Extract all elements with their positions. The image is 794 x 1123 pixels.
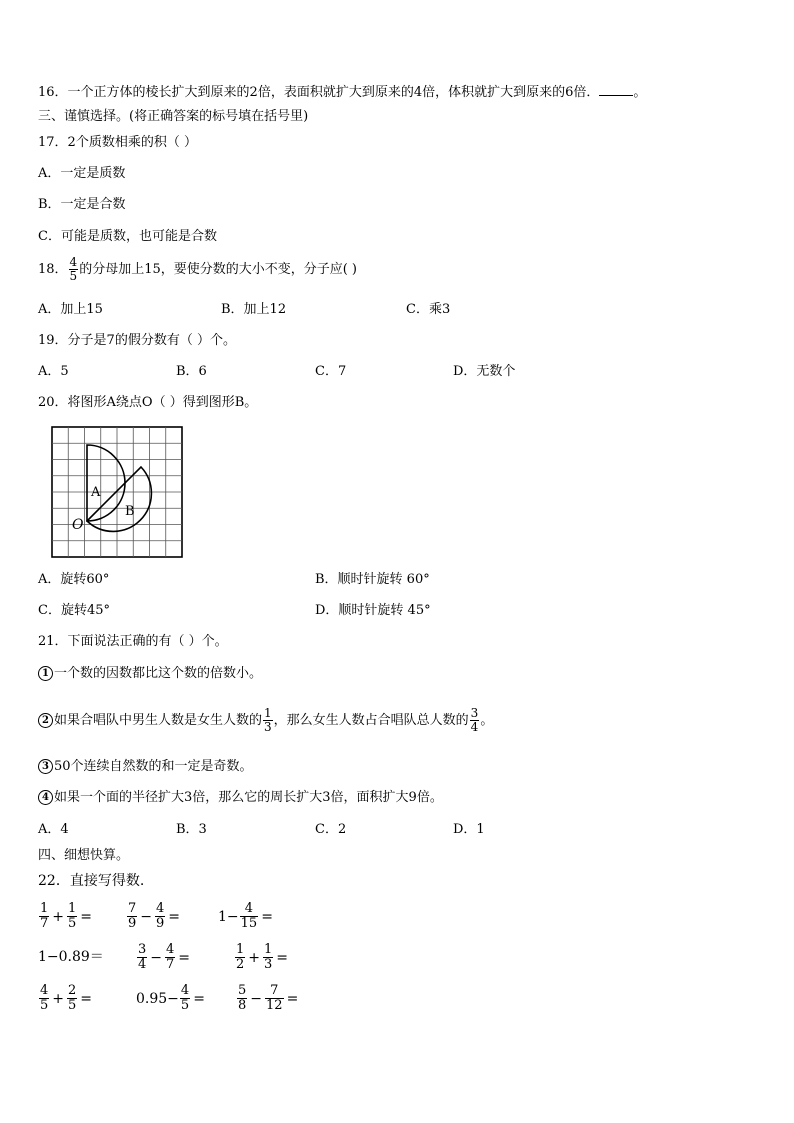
q20-option-a[interactable]: A．旋转60° xyxy=(38,572,110,587)
question-19-stem: 19．分子是7的假分数有（ ）个。 xyxy=(38,333,236,348)
numerator: 2 xyxy=(68,983,77,998)
statement-1 xyxy=(38,665,262,683)
operator: − xyxy=(140,908,153,925)
numerator: 7 xyxy=(128,901,137,916)
numerator: 1 xyxy=(40,901,49,916)
denominator: 5 xyxy=(40,998,49,1013)
fraction xyxy=(39,902,49,931)
numerator: 4 xyxy=(69,255,78,269)
equals: = xyxy=(80,908,93,925)
statement-3-text: 50个连续自然数的和一定是奇数。 xyxy=(54,759,253,774)
q20-option-c[interactable]: C．旋转45° xyxy=(38,603,110,618)
circled-number-2: 2 xyxy=(38,713,53,728)
calc-item xyxy=(136,943,192,972)
statement-2-text-b: ，那么女生人数占合唱队总人数的 xyxy=(273,712,469,728)
operator: − xyxy=(250,990,263,1007)
calc-item xyxy=(234,943,290,972)
circled-number-4: 4 xyxy=(38,790,53,805)
label-a: A xyxy=(91,485,101,500)
circled-number-3: 3 xyxy=(38,759,53,774)
denominator: 8 xyxy=(238,998,247,1013)
question-16-text: 16．一个正方体的棱长扩大到原来的2倍，表面积就扩大到原来的4倍，体积就扩大到原来的6倍． xyxy=(38,85,600,100)
statement-2 xyxy=(38,707,493,734)
operator: + xyxy=(52,990,65,1007)
fraction xyxy=(39,984,49,1013)
calc-text: 1−0.89＝ xyxy=(38,949,104,965)
operator: − xyxy=(150,949,163,966)
fraction xyxy=(67,902,77,931)
q18-number: 18． xyxy=(38,261,68,277)
lead-term: 1− xyxy=(218,908,239,925)
denominator: 5 xyxy=(69,269,78,283)
fraction xyxy=(137,943,147,972)
q19-option-a[interactable]: A．5 xyxy=(38,364,69,379)
q17-option-b[interactable]: B．一定是合数 xyxy=(38,197,126,212)
fraction xyxy=(67,984,77,1013)
calc-item xyxy=(38,946,104,966)
numerator: 4 xyxy=(166,942,175,957)
statement-1-text: 一个数的因数都比这个数的倍数小。 xyxy=(54,666,263,681)
q17-option-a[interactable]: A．一定是质数 xyxy=(38,166,126,181)
question-16 xyxy=(38,83,646,102)
calc-item xyxy=(218,902,275,931)
label-o: O xyxy=(72,517,84,533)
lead-term: 0.95− xyxy=(136,990,179,1007)
denominator: 4 xyxy=(470,720,479,734)
answer-blank[interactable] xyxy=(599,83,633,96)
numerator: 1 xyxy=(264,706,272,720)
q19-option-c[interactable]: C．7 xyxy=(315,364,347,379)
rotation-grid-figure xyxy=(50,425,184,559)
section-3-heading: 三、谨慎选择。(将正确答案的标号填在括号里) xyxy=(38,109,309,124)
fraction xyxy=(470,707,480,734)
q17-option-c[interactable]: C．可能是质数，也可能是合数 xyxy=(38,229,217,244)
fraction xyxy=(263,943,273,972)
fraction xyxy=(235,943,245,972)
statement-4-text: 如果一个面的半径扩大3倍，那么它的周长扩大3倍，面积扩大9倍。 xyxy=(54,790,443,805)
q20-option-d[interactable]: D．顺时针旋转 45° xyxy=(315,603,431,618)
q21-option-b[interactable]: B．3 xyxy=(176,822,207,837)
denominator: 3 xyxy=(264,720,272,734)
calc-item xyxy=(236,984,300,1013)
numerator: 1 xyxy=(264,942,273,957)
numerator: 4 xyxy=(40,983,49,998)
equals: = xyxy=(80,990,93,1007)
statement-4 xyxy=(38,789,443,807)
equals: = xyxy=(193,990,205,1007)
circled-number-1: 1 xyxy=(38,666,53,681)
q18-text: 的分母加上15，要使分数的大小不变，分子应( ) xyxy=(79,261,358,277)
denominator: 12 xyxy=(266,998,283,1013)
equals: = xyxy=(261,908,273,925)
calc-item xyxy=(38,902,94,931)
q18-option-c[interactable]: C．乘3 xyxy=(406,302,451,317)
q19-option-b[interactable]: B．6 xyxy=(176,364,207,379)
fraction xyxy=(237,984,247,1013)
numerator: 1 xyxy=(68,901,77,916)
statement-2-text-a: 如果合唱队中男生人数是女生人数的 xyxy=(54,712,263,728)
q18-option-b[interactable]: B．加上12 xyxy=(221,302,287,317)
question-21-stem: 21．下面说法正确的有（ ）个。 xyxy=(38,634,228,649)
q18-option-a[interactable]: A．加上15 xyxy=(38,302,103,317)
equals: = xyxy=(286,990,299,1007)
period: 。 xyxy=(633,85,647,100)
q21-option-a[interactable]: A．4 xyxy=(38,822,69,837)
numerator: 3 xyxy=(138,942,147,957)
numerator: 4 xyxy=(244,901,254,916)
q19-option-d[interactable]: D．无数个 xyxy=(453,364,516,379)
q21-option-d[interactable]: D．1 xyxy=(453,822,485,837)
denominator: 7 xyxy=(40,916,49,931)
question-22-stem: 22．直接写得数. xyxy=(38,873,145,889)
fraction xyxy=(263,707,273,734)
fraction xyxy=(127,902,137,931)
denominator: 3 xyxy=(264,957,273,972)
operator: + xyxy=(52,908,65,925)
statement-2-text-c: 。 xyxy=(480,712,494,728)
denominator: 5 xyxy=(180,998,190,1013)
denominator: 15 xyxy=(240,916,258,931)
q21-option-c[interactable]: C．2 xyxy=(315,822,347,837)
fraction xyxy=(180,984,190,1013)
numerator: 7 xyxy=(270,983,279,998)
denominator: 4 xyxy=(138,957,147,972)
equals: = xyxy=(178,949,191,966)
denominator: 9 xyxy=(156,916,165,931)
fraction xyxy=(69,256,79,283)
denominator: 5 xyxy=(68,998,77,1013)
denominator: 7 xyxy=(166,957,175,972)
fraction xyxy=(265,984,284,1013)
equals: = xyxy=(276,949,289,966)
denominator: 9 xyxy=(128,916,137,931)
calc-item xyxy=(38,984,94,1013)
question-17-stem: 17．2个质数相乘的积（ ） xyxy=(38,135,197,150)
numerator: 4 xyxy=(156,901,165,916)
denominator: 5 xyxy=(68,916,77,931)
fraction xyxy=(155,902,165,931)
calc-item xyxy=(126,902,182,931)
denominator: 2 xyxy=(236,957,245,972)
calc-item xyxy=(136,984,207,1013)
statement-3 xyxy=(38,758,253,776)
numerator: 3 xyxy=(470,706,479,720)
section-4-heading: 四、细想快算。 xyxy=(38,848,130,863)
question-20-stem: 20．将图形A绕点O（ ）得到图形B。 xyxy=(38,395,258,410)
fraction xyxy=(165,943,175,972)
question-18-stem xyxy=(38,256,357,283)
numerator: 5 xyxy=(238,983,247,998)
q20-option-b[interactable]: B．顺时针旋转 60° xyxy=(315,572,430,587)
shape-a xyxy=(87,445,125,521)
label-b: B xyxy=(125,504,135,519)
numerator: 1 xyxy=(236,942,245,957)
equals: = xyxy=(168,908,181,925)
operator: + xyxy=(248,949,261,966)
fraction xyxy=(240,902,259,931)
numerator: 4 xyxy=(180,983,190,998)
